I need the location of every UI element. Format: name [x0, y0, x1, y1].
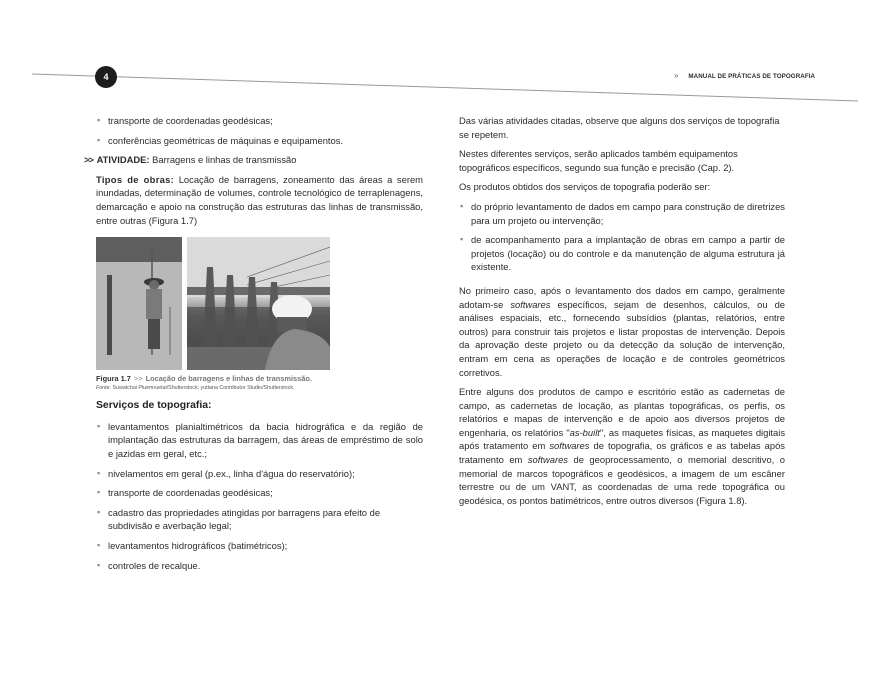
section-title-servicos: Serviços de topografia:	[96, 400, 212, 412]
paragraph-primeiro-caso: No primeiro caso, após o levantamento dos dados em campo, geralmente adotam-se softwares específicos, sejam de desenhos, cálculos, ou de análises espaciais, etc., fornecendo subsídios (plantas, relatórios, entre outros) para construir tais projetos e listar propostas de intervenção. Depois da aprovação deste projeto ou da detecção da solução de intervenção, entram em cena as operações de locação e de controles geométricos corretivos.	[459, 284, 786, 378]
tipos-text: Locação de barragens, zoneamento das áreas a serem inundadas, determinação de volumes, controle tecnológico de terraplenagens, demarcação e apoio na construção das estruturas das linhas de transmissão, entre outras (Figura 1.7)	[96, 173, 423, 226]
double-chevron-right-icon: >>	[133, 374, 143, 384]
page-number: 4	[103, 72, 109, 82]
bullet-icon: ▪	[97, 134, 101, 145]
bullet-icon: ▪	[97, 420, 101, 431]
figure-label: Figura 1.7	[96, 374, 131, 384]
list-item: ▪ controles de recalque.	[97, 559, 201, 571]
bullet-icon: ▪	[460, 200, 464, 211]
activity-title: Barragens e linhas de transmissão	[152, 154, 297, 166]
list-item: ▪ transporte de coordenadas geodésicas;	[97, 487, 273, 499]
products-list	[459, 200, 785, 274]
running-head	[674, 71, 815, 80]
list-item: ▪ do próprio levantamento de dados em campo para construção de diretrizes para um projeto ou intervenção;	[460, 200, 785, 226]
left-column	[84, 114, 423, 578]
bullet-icon: ▪	[97, 506, 101, 517]
photo-substation-illustration	[187, 237, 330, 370]
photo-surveyor-illustration	[96, 237, 182, 370]
list-item: ▪ levantamentos planialtimétricos da bacia hidrográfica e da região de implantação das estruturas da barragem, das áreas de empréstimo de solo e jazidas em geral, etc.;	[97, 420, 423, 459]
list-item: ▪ levantamentos hidrográficos (batimétricos);	[97, 539, 288, 551]
bullet-icon: ▪	[97, 467, 101, 478]
page-number-badge	[95, 66, 117, 88]
bullet-icon: ▪	[97, 539, 101, 550]
figure-caption	[96, 374, 423, 384]
paragraph-repetem: Das várias atividades citadas, observe que alguns dos serviços de topografia se repetem.	[459, 115, 780, 140]
paragraph-produtos-intro: Os produtos obtidos dos serviços de topografia poderão ser:	[459, 181, 711, 193]
double-chevron-right-icon: »	[674, 71, 679, 80]
list-item: ▪ cadastro das propriedades atingidas por barragens para efeito de subdivisão e averbação legal;	[97, 506, 381, 532]
figure-1-7	[96, 237, 423, 370]
tipos-label: Tipos de obras:	[96, 173, 175, 185]
header-rule	[0, 0, 890, 120]
photo-surveyor-flooded-area	[96, 237, 182, 370]
bullet-icon: ▪	[460, 234, 464, 245]
services-list	[96, 420, 423, 572]
paragraph-equipamentos: Nestes diferentes serviços, serão aplicados também equipamentos topográficos específicos, segundo sua função e precisão (Cap. 2).	[459, 148, 738, 173]
bullet-icon: ▪	[97, 115, 101, 125]
list-item: ▪ transporte de coordenadas geodésicas;	[97, 115, 273, 126]
activity-label: ATIVIDADE:	[96, 154, 150, 166]
bullet-icon: ▪	[97, 487, 101, 498]
double-chevron-right-icon: >>	[84, 154, 93, 166]
list-item: ▪ conferências geométricas de máquinas e equipamentos.	[97, 134, 344, 146]
figure-source	[96, 384, 423, 393]
running-head-title: MANUAL DE PRÁTICAS DE TOPOGRAFIA	[688, 73, 816, 80]
tipos-de-obras-paragraph	[96, 173, 423, 227]
source-label: Fonte:	[96, 385, 112, 392]
top-bullet-list	[96, 114, 423, 147]
photo-transmission-substation	[187, 237, 330, 370]
bullet-icon: ▪	[97, 559, 101, 570]
right-column	[459, 114, 785, 513]
source-text: Suwatchai Pluemruetai/Shutterstock; yuttana Contributor Studio/Shutterstock.	[112, 385, 295, 392]
list-item: ▪ nivelamentos em geral (p.ex., linha d'água do reservatório);	[97, 467, 355, 479]
activity-heading	[84, 153, 423, 167]
paragraph-produtos-campo: Entre alguns dos produtos de campo e escritório estão as cadernetas de campo, as cadernetas de locação, as plantas topográficas, os perfis, os relatórios e mapas de intervenção e de apoio aos diversos projetos de engenharia, os relatórios "as-built", as maquetes físicas, as maquetes digitais após tratamento em softwares de topografia, os gráficos e as tabelas após tratamento em softwares de geoprocessamento, o memorial descritivo, o memorial de marcos topográficos e geodésicos, a imagem de um escâner terrestre ou de um VANT, as coordenadas de uma rede topográfica ou geodésica, os pontos batimétricos, entre outros diversos (Figura 1.8).	[459, 386, 786, 506]
figure-caption-text: Locação de barragens e linhas de transmissão.	[145, 374, 312, 384]
list-item: ▪ de acompanhamento para a implantação de obras em campo a partir de projetos (locação) ou do controle e da manutenção de alguma estrutura já existente.	[460, 234, 785, 273]
